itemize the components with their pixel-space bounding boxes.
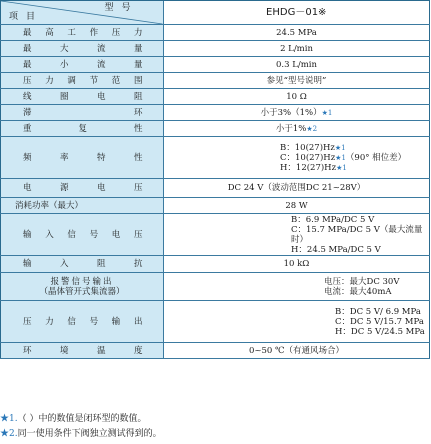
hysteresis-value [164, 105, 430, 121]
frequency-line-c: C：$10(27)Hz^{★1}(90^\circ$ 相位差） [280, 152, 407, 163]
pressure-signal-line-h: H：DC 5 V/24.5 MPa [335, 326, 425, 337]
header-item-label: 项目 [9, 12, 44, 22]
max-pressure-label: 最高工作压力 [1, 25, 164, 41]
row-frequency [1, 137, 430, 179]
footnote-2-text: 同一使用条件下阀独立测试得到的。 [17, 429, 162, 439]
frequency-label: 频率特性 [1, 137, 164, 179]
repeatability-text: 小于1% [275, 123, 307, 134]
pressure-signal-line-b: B：DC 5 V/ 6.9 MPa [335, 306, 421, 317]
input-signal-line-c: C：15.7 MPa/DC 5 V（最大流量时） [291, 224, 423, 245]
model-code: C [280, 152, 287, 163]
footnote-2-mark: ★2. [0, 429, 18, 439]
coil-resistance-label: 线圈电阻 [1, 89, 164, 105]
power-consumption-value: 28 W [164, 198, 430, 214]
min-flow-value: 0.3 L/min [164, 57, 430, 73]
frequency-value [164, 137, 430, 179]
input-signal-line-h: H：24.5 MPa/DC 5 V [291, 244, 381, 255]
row-pressure-signal [1, 301, 430, 343]
header-model-label: 型号 [104, 3, 139, 13]
pressure-signal-line-c: C：DC 5 V/15.7 MPa [335, 316, 424, 327]
frequency-line-b: B：$10(27)Hz^{★1}$ [280, 142, 346, 153]
max-flow-value: 2 L/min [164, 41, 430, 57]
input-signal-line-b: B：6.9 MPa/DC 5 V [291, 214, 375, 225]
power-consumption-label: 消耗功率（最大） [1, 198, 164, 214]
ambient-temp-value: 0~50 ℃（有通风场合） [164, 343, 430, 359]
alarm-output-label-sub: （晶体管开式集流器） [39, 286, 125, 297]
frequency-line-h: H：$12(27)Hz^{★1}$ [280, 162, 347, 173]
pressure-signal-value [164, 301, 430, 343]
row-max-pressure [1, 25, 430, 41]
row-max-flow [1, 41, 430, 57]
row-alarm-output [1, 273, 430, 301]
alarm-output-label-main: 报警信号输出 [50, 276, 114, 287]
ambient-temp-label: 环境温度 [1, 343, 164, 359]
min-flow-label: 最小流量 [1, 57, 164, 73]
model-code: B [280, 142, 287, 153]
footnote-mark-1: ★1 [321, 108, 333, 117]
footnote-mark-2: ★2 [306, 124, 318, 133]
power-voltage-label: 电源电压 [1, 179, 164, 198]
row-input-signal [1, 214, 430, 256]
alarm-output-label [1, 273, 164, 301]
input-impedance-value: 10 kΩ [164, 256, 430, 273]
footnote-1-text: （ ）中的数值是闭环型的数值。 [17, 414, 147, 424]
row-power-consumption [1, 198, 430, 214]
header-row [1, 1, 430, 25]
row-pressure-range [1, 73, 430, 89]
row-input-impedance [1, 256, 430, 273]
pressure-signal-label: 压力信号输出 [1, 301, 164, 343]
row-coil-resistance [1, 89, 430, 105]
input-signal-label: 输入信号电压 [1, 214, 164, 256]
power-voltage-value: DC 24 V（波动范围DC 21~28V） [164, 179, 430, 198]
alarm-current: 电流：最大40mA [324, 286, 392, 297]
max-flow-label: 最大流量 [1, 41, 164, 57]
coil-resistance-value: 10 Ω [164, 89, 430, 105]
footnote-1 [0, 414, 146, 425]
row-power-voltage [1, 179, 430, 198]
repeatability-value [164, 121, 430, 137]
row-min-flow [1, 57, 430, 73]
row-ambient-temp [1, 343, 430, 359]
row-repeatability [1, 121, 430, 137]
footnote-1-mark: ★1. [0, 414, 18, 424]
repeatability-label: 重复性 [1, 121, 164, 137]
max-pressure-value: 24.5 MPa [164, 25, 430, 41]
input-impedance-label: 输入阻抗 [1, 256, 164, 273]
hysteresis-text: 小于3%（1%） [260, 107, 322, 118]
hysteresis-label: 滞环 [1, 105, 164, 121]
model-code: H [280, 162, 288, 173]
footnote-2 [0, 429, 162, 440]
alarm-output-value [164, 273, 430, 301]
input-signal-value [164, 214, 430, 256]
row-hysteresis [1, 105, 430, 121]
alarm-voltage: 电压：最大DC 30V [324, 276, 400, 287]
header-model-value: EHDG－01※ [164, 1, 430, 25]
pressure-range-label: 压力调节范围 [1, 73, 164, 89]
pressure-range-value: 参见“型号说明” [164, 73, 430, 89]
header-corner-cell [1, 1, 164, 24]
